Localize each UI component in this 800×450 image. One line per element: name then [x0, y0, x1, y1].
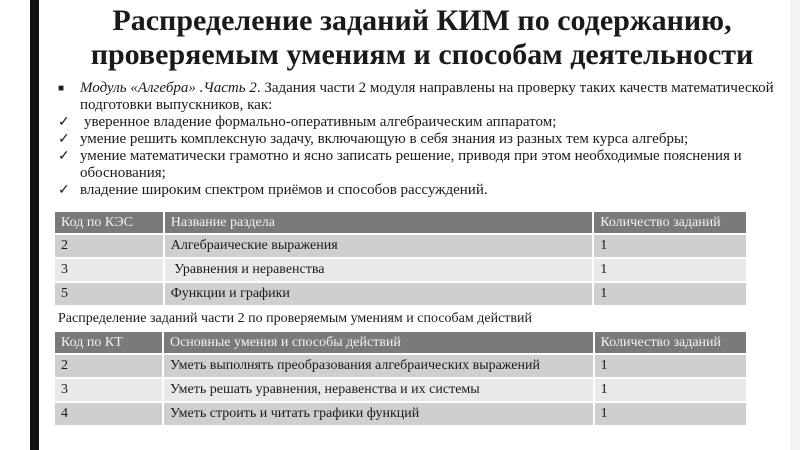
intro-item-text: владение широким спектром приёмов и способов рассуждений.: [80, 182, 488, 198]
header-section-name: Название раздела: [164, 212, 593, 234]
skills-table: [55, 332, 748, 427]
table-header-row: [55, 212, 747, 234]
header-code: Код по КТ: [55, 332, 163, 354]
skills-table-caption: Распределение заданий части 2 по проверяемым умениям и способам действий: [58, 311, 532, 326]
header-skills: Основные умения и способы действий: [163, 332, 594, 354]
cell-task-count: 1: [593, 258, 747, 282]
checkmark-icon: ✓: [58, 149, 70, 164]
cell-code: 2: [55, 354, 163, 378]
left-accent-bar: [30, 0, 39, 450]
intro-block: [58, 80, 778, 199]
intro-item: [58, 148, 778, 182]
content-sections-table: [55, 212, 748, 307]
intro-module-paragraph: [58, 80, 778, 114]
intro-item-text: умение математически грамотно и ясно записать решение, приводя при этом необходимые пояснения и обоснования;: [80, 148, 742, 181]
cell-section-name: Алгебраические выражения: [164, 234, 593, 258]
intro-item-text: уверенное владение формально-оперативным алгебраическим аппаратом;: [84, 114, 557, 130]
cell-task-count: 1: [594, 354, 747, 378]
table-row: [55, 402, 747, 426]
cell-skill: Уметь строить и читать графики функций: [163, 402, 594, 426]
cell-code: 4: [55, 402, 163, 426]
header-task-count: Количество заданий: [594, 332, 747, 354]
cell-code: 3: [55, 258, 164, 282]
cell-task-count: 1: [594, 402, 747, 426]
cell-section-name: Уравнения и неравенства: [164, 258, 593, 282]
table-row: [55, 354, 747, 378]
header-task-count: Количество заданий: [593, 212, 747, 234]
checkmark-icon: ✓: [58, 132, 70, 147]
cell-code: 2: [55, 234, 164, 258]
table-row: [55, 378, 747, 402]
cell-task-count: 1: [593, 282, 747, 306]
slide-title: [44, 4, 800, 72]
table-row: [55, 282, 747, 306]
intro-item: [58, 114, 778, 131]
intro-item: [58, 182, 778, 199]
table-row: [55, 258, 747, 282]
checkmark-icon: ✓: [58, 183, 70, 198]
cell-task-count: 1: [593, 234, 747, 258]
module-label: Модуль «Алгебра» .Часть 2: [80, 80, 257, 96]
intro-item: [58, 131, 778, 148]
module-text: . Задания части 2 модуля направлены на проверку таких качеств математической подготовки выпускников, как:: [80, 80, 774, 113]
cell-task-count: 1: [594, 378, 747, 402]
title-line-2: проверяемым умениям и способам деятельности: [90, 38, 754, 71]
square-bullet-icon: ■: [58, 83, 65, 94]
title-line-1: Распределение заданий КИМ по содержанию,: [112, 4, 732, 37]
cell-code: 3: [55, 378, 163, 402]
cell-section-name: Функции и графики: [164, 282, 593, 306]
intro-item-text: умение решить комплексную задачу, включающую в себя знания из разных тем курса алгебры;: [80, 131, 689, 147]
table-header-row: [55, 332, 747, 354]
cell-code: 5: [55, 282, 164, 306]
table-row: [55, 234, 747, 258]
header-code: Код по КЭС: [55, 212, 164, 234]
checkmark-icon: ✓: [58, 115, 70, 130]
cell-skill: Уметь решать уравнения, неравенства и их системы: [163, 378, 594, 402]
cell-skill: Уметь выполнять преобразования алгебраических выражений: [163, 354, 594, 378]
